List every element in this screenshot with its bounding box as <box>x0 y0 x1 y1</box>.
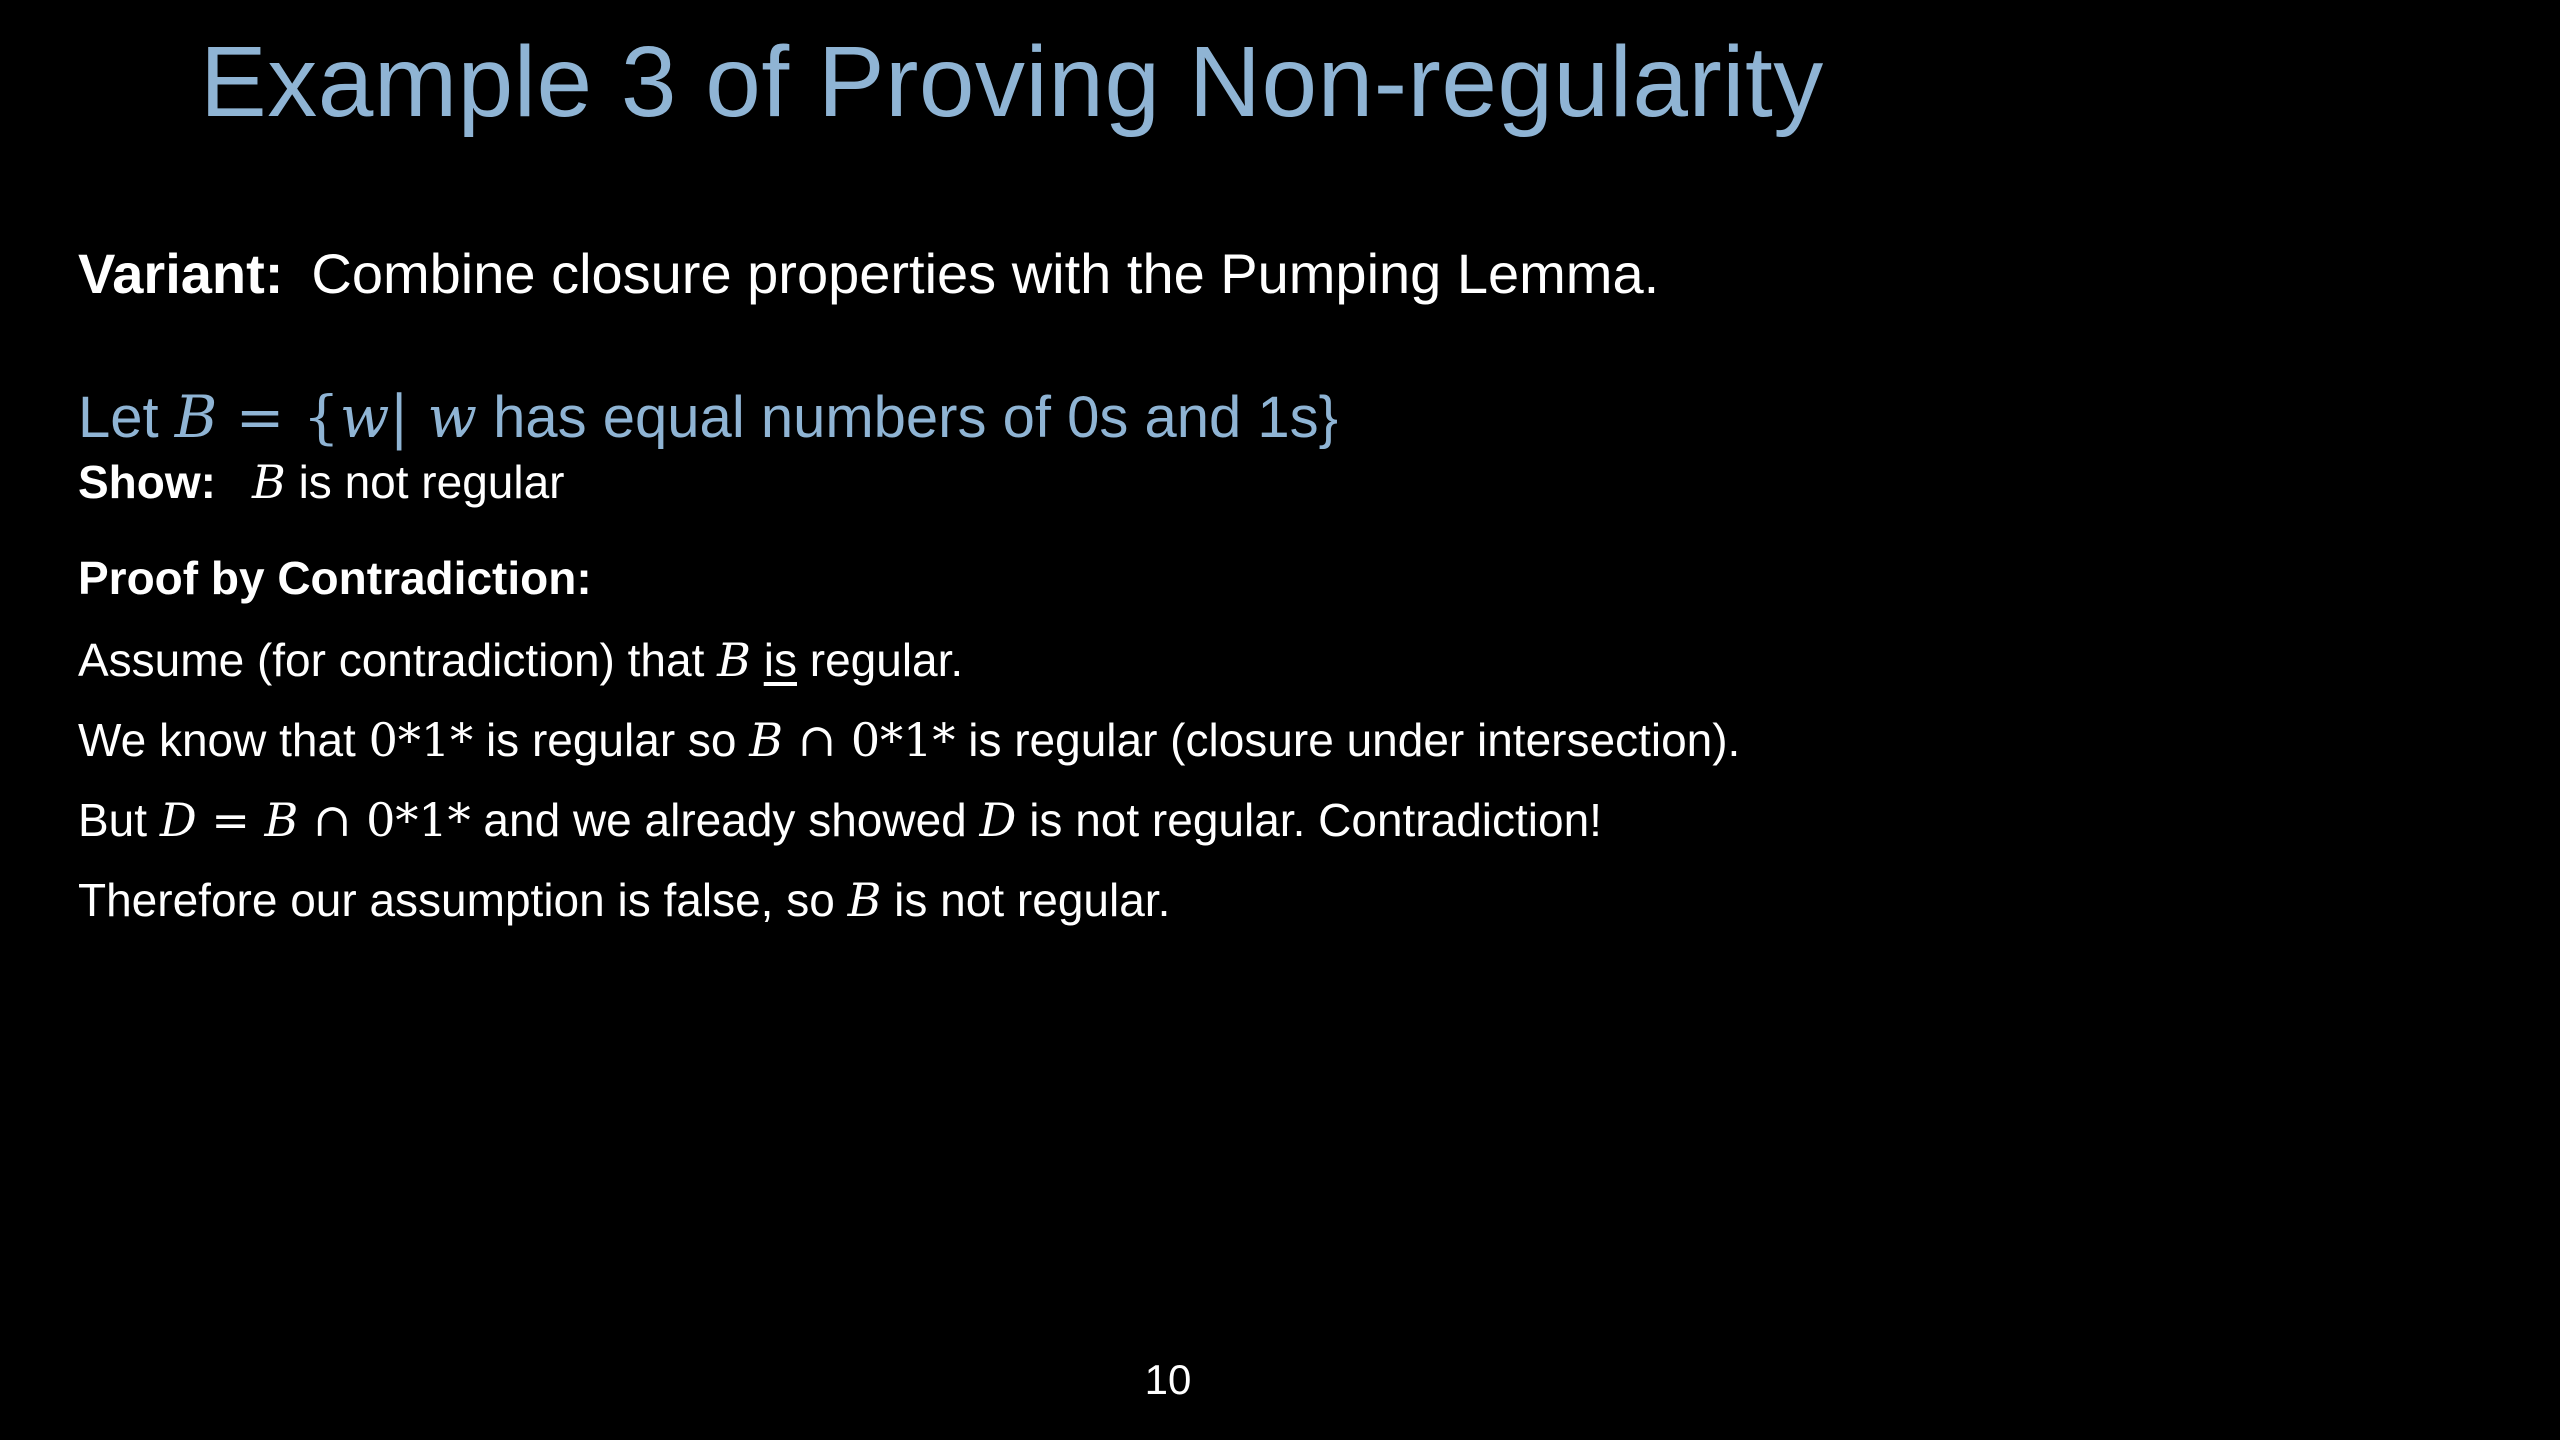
proof-line-4 <box>78 870 1170 930</box>
proof-heading: Proof by Contradiction: <box>78 552 592 604</box>
proof-text: But <box>78 794 160 846</box>
math-B: B <box>749 713 784 767</box>
math-w: w <box>339 383 390 451</box>
show-line <box>78 452 565 512</box>
math-w: w <box>427 383 478 451</box>
proof-text: and we already showed <box>470 794 980 846</box>
let-prefix: Let <box>78 385 175 450</box>
definition-rest: has equal numbers of 0s and 1s} <box>477 385 1338 450</box>
math-B: B <box>174 383 218 451</box>
underlined-is: is <box>763 634 797 686</box>
proof-text: is regular (closure under intersection). <box>955 714 1741 766</box>
page-number: 10 <box>1144 1356 1192 1403</box>
proof-text: is not regular. Contradiction! <box>1016 794 1602 846</box>
slide-title: Example 3 of Proving Non-regularity <box>200 26 1824 138</box>
equals-brace: = { <box>217 383 340 451</box>
math-B: B <box>251 455 286 509</box>
math-expr: ∩ 0*1* <box>298 793 471 847</box>
math-expr: ∩ 0*1* <box>783 713 956 767</box>
proof-text: We know that <box>78 714 369 766</box>
proof-text: regular. <box>796 634 964 686</box>
math-B: B <box>264 793 299 847</box>
proof-line-3 <box>78 790 1602 850</box>
proof-text: Therefore our assumption is false, so <box>78 874 848 926</box>
proof-line-1 <box>78 630 963 690</box>
space <box>751 634 764 686</box>
math-expr: 0*1* <box>368 713 474 767</box>
proof-text: is not regular. <box>881 874 1171 926</box>
set-definition <box>78 380 1338 455</box>
math-B: B <box>717 633 751 687</box>
show-label: Show: <box>78 456 216 508</box>
show-text: is not regular <box>285 456 565 508</box>
math-D: D <box>979 793 1017 847</box>
equals: = <box>196 793 265 847</box>
variant-label: Variant: <box>78 242 284 305</box>
proof-text: Assume (for contradiction) that <box>78 634 718 686</box>
proof-text: is regular so <box>473 714 750 766</box>
proof-line-2 <box>78 710 1740 770</box>
variant-line <box>78 238 1659 310</box>
math-B: B <box>847 873 882 927</box>
variant-text: Combine closure properties with the Pumping Lemma. <box>311 242 1660 305</box>
math-D: D <box>159 793 197 847</box>
bar: | <box>389 383 428 451</box>
